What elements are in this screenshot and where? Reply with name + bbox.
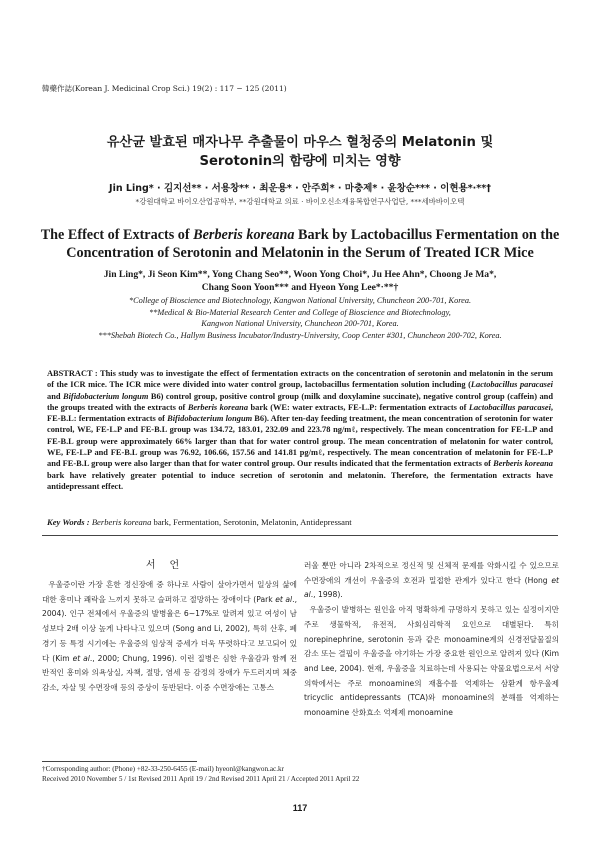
body-text: 우울증이란 가장 흔한 정신장애 중 하나로 사람이 살아가면서 일상의 삶에 대한 흥미나 쾌락을 느끼지 못하고 슬퍼하고 절망하는 장애이다 (Park — [42, 580, 297, 604]
korean-title-line1: 유산균 발효된 매자나무 추출물이 마우스 혈청중의 Melatonin 및 — [106, 135, 494, 150]
abstract-species: Bifidobacterium longum — [63, 391, 149, 401]
right-column — [304, 559, 559, 721]
keywords-species: Berberis koreana — [91, 517, 152, 527]
english-title — [40, 226, 560, 262]
right-paragraph-2 — [304, 603, 559, 721]
body-italic: et al — [304, 575, 559, 600]
abstract — [47, 368, 553, 492]
english-affiliation-3: Kangwon National University, Chuncheon 200-701, Korea. — [201, 319, 399, 328]
abstract-species: Lactobacillus paracasei — [468, 402, 551, 412]
body-text: 우울증이 발병하는 원인을 아직 명확하게 규명하지 못하고 있는 실정이지만 주로 생물학적, 유전적, 사회심리학적 요인으로 대별된다. 특히 norepinephrine, serotonin 등과 같은 monoamine계의 신경전달물질의 감소 또는 결핍이 우울증을 야기하는 가장 중요한 원인으로 알려져 있다 (Kim and Lee, 2004). 현재, 우울증을 치료하는데 사용되는 약물요법으로서 서양의학에서는 주로 monoamine의 재흡수를 억제하는 삼환계 항우울제 tricyclic antidepressants (TCA)와 monoamine의 분해를 억제하는 monoamine 산화효소 억제제 monoamine — [304, 605, 560, 718]
footnote — [42, 764, 359, 784]
left-column — [42, 578, 297, 696]
body-italic: et al — [72, 653, 90, 663]
english-affiliations — [40, 295, 560, 341]
korean-affiliation: *강원대학교 바이오산업공학부, **강원대학교 의료 · 바이오신소재융복합연구사업단, ***세바바이오텍 — [135, 197, 465, 206]
abstract-text: bark have relatively greater potential to induce secretion of serotonin and melatonin. Therefore, the fermentation extracts have antidepressant effect. — [47, 470, 553, 491]
body-text: ., 2004). 인구 전체에서 우울증의 발병율은 6~17%로 알려져 있고 여성이 남성보다 2배 이상 높게 나타나고 있으며 (Song and Li, 2002), 특히 산후, 폐경기 등 특정 시기에는 우울증의 임상적 증세가 더욱 뚜렷하다고 보고되어 있다 (Kim — [42, 594, 297, 663]
section-divider — [42, 535, 558, 536]
korean-authors: Jin Ling* · 김지선** · 서용창** · 최운용* · 안주희* · 마충제* · 윤창순*** · 이현용*·**† — [109, 183, 491, 194]
english-title-species: Berberis koreana — [193, 227, 295, 243]
page-number: 117 — [292, 803, 308, 813]
body-italic: et al — [275, 594, 293, 604]
body-text: ., 2000; Chung, 1996). 이런 질병은 심한 우울감과 함께 전반적인 흥미와 의욕상실, 자책, 절망, 염세 등 감정의 장애가 두드러지며 체중감소, 자살 및 수면장애 등의 증상이 동반된다. 이중 수면장애는 고통스 — [42, 653, 298, 692]
keywords — [47, 517, 553, 527]
korean-title — [40, 133, 560, 171]
english-authors — [40, 268, 560, 294]
section-heading: 서언 — [145, 560, 194, 571]
abstract-text: This study was to investigate the effect of fermentation extracts on the concentration of serotonin and melatonin in the serum of the ICR mice. The ICR mice were divided into water control group, lactobacillus fermentation solution including ( — [47, 369, 553, 390]
english-affiliation-1: *College of Bioscience and Biotechnology, Kangwon National University, Chuncheon 200-701, Korea. — [128, 296, 472, 305]
english-affiliation-4: ***Shebah Biotech Co., Hallym Business Incubator/Industry-University, Coop Center #301, Chuncheon 200-702, Korea. — [98, 330, 502, 340]
abstract-species: Lactobacillus paracasei — [470, 380, 553, 390]
keywords-label: Key Words : — [47, 517, 90, 527]
english-authors-line2: Chang Soon Yoon*** and Hyeon Yong Lee*·**† — [201, 282, 399, 293]
abstract-species: Berberis koreana — [493, 459, 553, 469]
korean-title-line2: Serotonin의 함량에 미치는 영향 — [199, 154, 401, 169]
left-paragraph-1 — [42, 578, 297, 696]
footnote-dates: Received 2010 November 5 / 1st Revised 2011 April 19 / 2nd Revised 2011 April 21 / Accepted 2011 April 22 — [42, 775, 360, 783]
right-paragraph-1 — [304, 559, 559, 603]
footnote-divider — [42, 761, 197, 762]
abstract-text: B6). After ten-day feeding treatment, the mean concentration of serotonin for water control, WE, FE-L.P and FE-B.L group was 134.72, 183.01, 232.09 and 223.78 ng/mℓ, respectively. The mean concentration for FE-L.P and FE-B.L group were approximately 66% larger than that for water control group. The mean concentration of melatonin for water control, WE, FE-L.P and FE-B.L group was 76.92, 106.66, 157.56 and 141.81 pg/mℓ, respectively. The mean concentration of melatonin for FE-L.P and FE-B.L group were also larger than that for water control group. Our results indicated that the fermentation extracts of — [47, 414, 553, 469]
english-title-line1 — [40, 226, 560, 244]
english-affiliation-2: **Medical & Bio-Material Research Center and College of Bioscience and Biotechnology, — [149, 307, 451, 317]
abstract-text: and — [47, 391, 64, 401]
abstract-text: , FE-B.L: fermentation extracts of — [47, 402, 553, 424]
abstract-label: ABSTRACT : — [47, 369, 98, 378]
english-authors-line1: Jin Ling*, Ji Seon Kim**, Yong Chang Seo**, Woon Yong Choi*, Ju Hee Ahn*, Choong Je Ma*, — [103, 269, 497, 280]
abstract-species: Bifidobacterium longum — [167, 414, 253, 424]
abstract-text: bark (WE: water extracts, FE-L.P: fermentation extracts of — [248, 402, 469, 412]
english-title-suffix: Bark by Lactobacillus Fermentation on the — [294, 227, 560, 243]
abstract-text: B6) control group, positive control group (milk and doxylamine succinate), negative control group (caffein) and the groups treated with the extracts of — [47, 391, 553, 412]
abstract-species: Berberis koreana — [187, 402, 249, 412]
english-title-prefix: The Effect of Extracts of — [40, 227, 194, 243]
journal-header: 韓藥作誌(Korean J. Medicinal Crop Sci.) 19(2) : 117 − 125 (2011) — [42, 84, 287, 93]
keywords-list: bark, Fermentation, Serotonin, Melatonin, Antidepressant — [151, 517, 352, 527]
english-title-line2: Concentration of Serotonin and Melatonin in the Serum of Treated ICR Mice — [66, 245, 534, 261]
body-text: ., 1998). — [310, 590, 343, 600]
footnote-corresponding: †Corresponding author: (Phone) +82-33-250-6455 (E-mail) hyeonl@kangwon.ac.kr — [42, 765, 285, 773]
body-text: 러울 뿐만 아니라 2차적으로 정신적 및 신체적 문제를 악화시킬 수 있으므로 수면장애의 개선이 우울증의 호전과 밀접한 관계가 있다고 한다 (Hong — [304, 561, 559, 585]
